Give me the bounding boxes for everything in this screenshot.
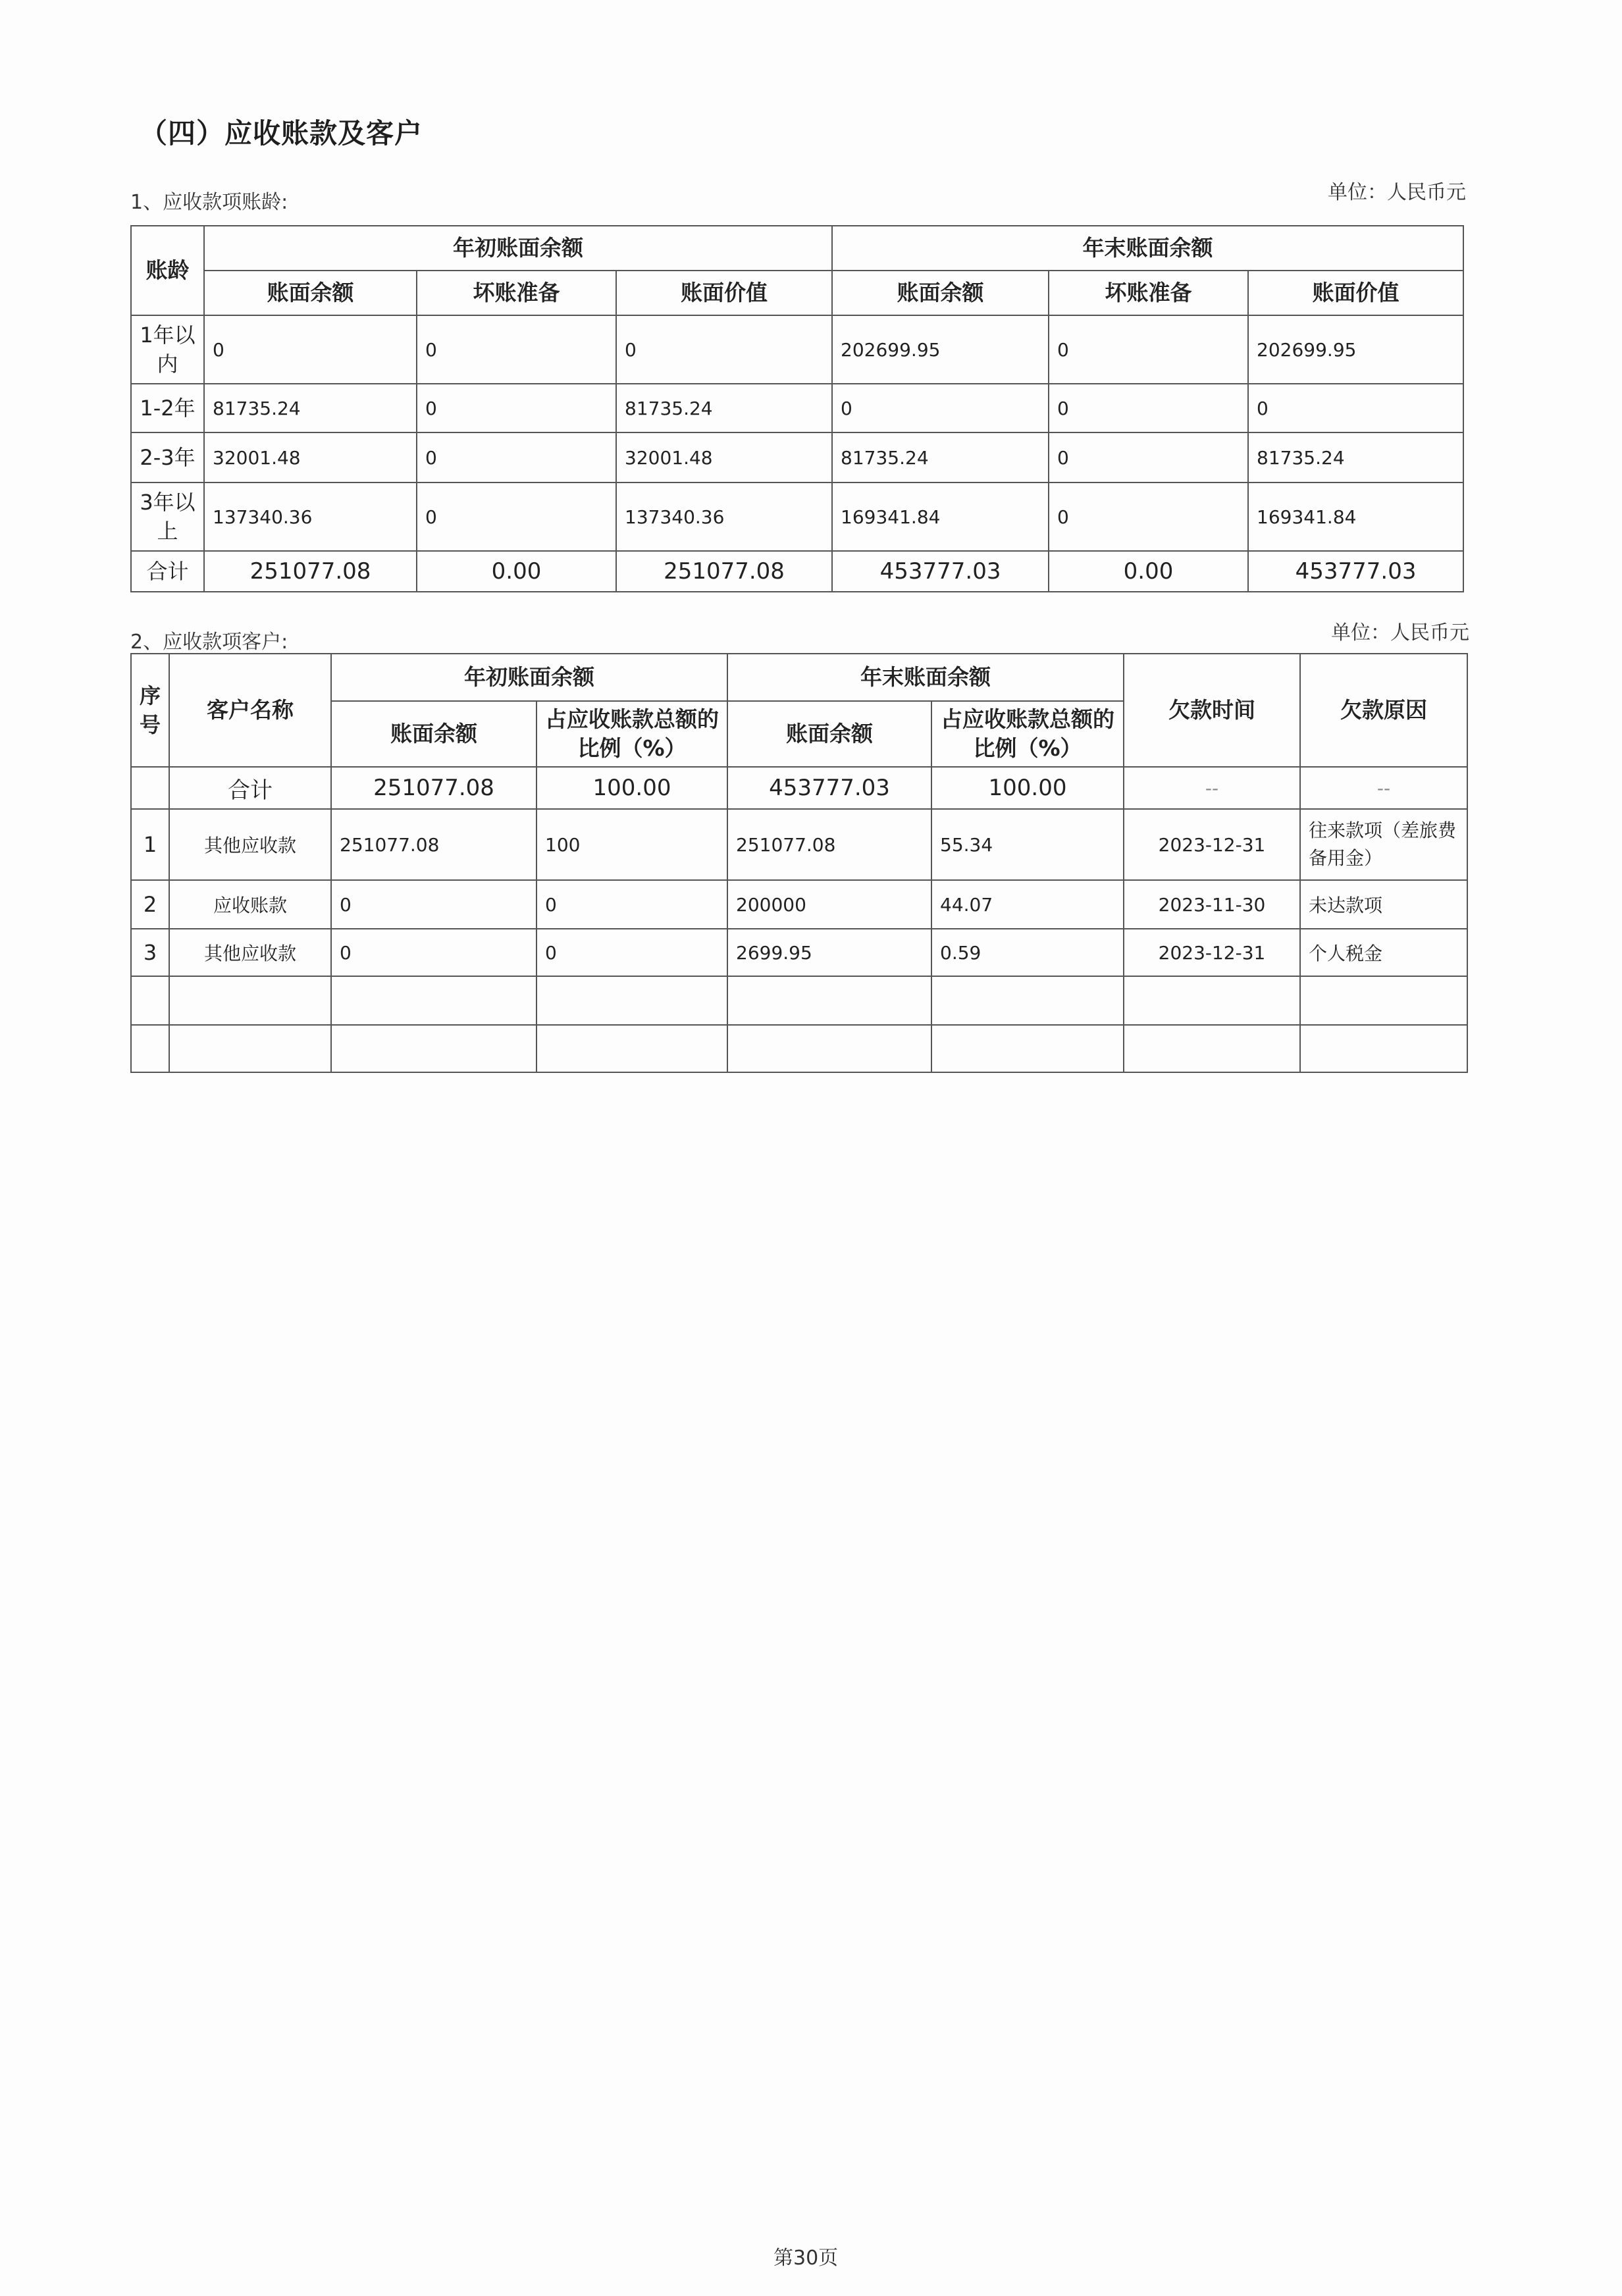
begin-ratio-header: 占应收账款总额的比例（%） — [536, 701, 727, 767]
debt-reason-header: 欠款原因 — [1300, 654, 1467, 767]
begin-balance-header: 年初账面余额 — [204, 226, 832, 271]
debt-date-header: 欠款时间 — [1124, 654, 1300, 767]
age-label: 3年以上 — [131, 483, 204, 551]
seq-cell: 3 — [131, 929, 169, 976]
customer-name: 其他应收款 — [169, 929, 331, 976]
cell-value: 个人税金 — [1300, 929, 1467, 976]
table-row — [131, 483, 1463, 551]
begin-book-balance-header: 账面余额 — [331, 701, 536, 767]
cell-value: 202699.95 — [1248, 315, 1463, 384]
empty-cell — [131, 1025, 169, 1072]
aging-table-unit: 单位：人民币元 — [1328, 181, 1466, 204]
cell-value: 0 — [417, 432, 616, 483]
cell-value: 0 — [832, 384, 1049, 432]
cell-value: 100 — [536, 809, 727, 880]
table-row — [131, 1025, 1467, 1072]
cell-value: 2023-12-31 — [1124, 809, 1300, 880]
customer-table-caption: 2、应收款项客户: — [130, 631, 288, 654]
cell-value: 100.00 — [536, 767, 727, 809]
cell-value: 32001.48 — [616, 432, 832, 483]
cell-value: 0.00 — [1049, 551, 1248, 592]
cell-value: 55.34 — [931, 809, 1124, 880]
customer-name-header: 客户名称 — [169, 654, 331, 767]
cell-value: 251077.08 — [204, 551, 417, 592]
cell-value: 0 — [1049, 432, 1248, 483]
cell-value: -- — [1300, 767, 1467, 809]
cell-value: 44.07 — [931, 880, 1124, 929]
cell-value: 2023-12-31 — [1124, 929, 1300, 976]
cell-value: 81735.24 — [204, 384, 417, 432]
cell-value: 0.59 — [931, 929, 1124, 976]
cell-value: 0 — [417, 315, 616, 384]
empty-cell — [331, 1025, 536, 1072]
table-row — [131, 929, 1467, 976]
empty-cell — [1300, 976, 1467, 1025]
end-ratio-header: 占应收账款总额的比例（%） — [931, 701, 1124, 767]
begin-balance-header: 年初账面余额 — [331, 654, 727, 701]
cell-value: 251077.08 — [331, 767, 536, 809]
age-label: 1-2年 — [131, 384, 204, 432]
cell-value: 0 — [331, 929, 536, 976]
section-title: （四）应收账款及客户 — [140, 117, 423, 149]
customer-table — [130, 653, 1468, 1073]
table-row — [131, 809, 1467, 880]
cell-value: 0 — [536, 880, 727, 929]
age-label: 1年以内 — [131, 315, 204, 384]
empty-cell — [131, 767, 169, 809]
cell-value: 169341.84 — [832, 483, 1049, 551]
empty-cell — [727, 1025, 931, 1072]
cell-value: 202699.95 — [832, 315, 1049, 384]
cell-value: 0 — [616, 315, 832, 384]
cell-value: 0 — [1248, 384, 1463, 432]
cell-value: 0 — [204, 315, 417, 384]
cell-value: -- — [1124, 767, 1300, 809]
empty-cell — [1124, 976, 1300, 1025]
cell-value: 453777.03 — [1248, 551, 1463, 592]
end-book-balance-header: 账面余额 — [727, 701, 931, 767]
seq-cell: 2 — [131, 880, 169, 929]
cell-value: 81735.24 — [616, 384, 832, 432]
cell-value: 往来款项（差旅费备用金） — [1300, 809, 1467, 880]
total-row — [131, 551, 1463, 592]
cell-value: 137340.36 — [204, 483, 417, 551]
cell-value: 2023-11-30 — [1124, 880, 1300, 929]
cell-value: 未达款项 — [1300, 880, 1467, 929]
table-row — [131, 976, 1467, 1025]
table-row — [131, 880, 1467, 929]
begin-book-balance-header: 账面余额 — [204, 271, 417, 315]
end-book-value-header: 账面价值 — [1248, 271, 1463, 315]
cell-value: 251077.08 — [331, 809, 536, 880]
empty-cell — [1124, 1025, 1300, 1072]
cell-value: 0 — [1049, 315, 1248, 384]
empty-cell — [169, 1025, 331, 1072]
page-number: 第30页 — [773, 2247, 839, 2270]
aging-table-caption: 1、应收款项账龄: — [130, 191, 288, 214]
cell-value: 0.00 — [417, 551, 616, 592]
aging-table — [130, 225, 1464, 592]
cell-value: 0 — [536, 929, 727, 976]
cell-value: 453777.03 — [832, 551, 1049, 592]
begin-provision-header: 坏账准备 — [417, 271, 616, 315]
cell-value: 0 — [417, 384, 616, 432]
empty-cell — [931, 1025, 1124, 1072]
cell-value: 100.00 — [931, 767, 1124, 809]
cell-value: 251077.08 — [727, 809, 931, 880]
cell-value: 2699.95 — [727, 929, 931, 976]
cell-value: 0 — [331, 880, 536, 929]
empty-cell — [727, 976, 931, 1025]
cell-value: 0 — [417, 483, 616, 551]
begin-book-value-header: 账面价值 — [616, 271, 832, 315]
customer-table-unit: 单位：人民币元 — [1331, 621, 1469, 644]
empty-cell — [1300, 1025, 1467, 1072]
empty-cell — [931, 976, 1124, 1025]
cell-value: 81735.24 — [1248, 432, 1463, 483]
cell-value: 32001.48 — [204, 432, 417, 483]
cell-value: 0 — [1049, 483, 1248, 551]
empty-cell — [331, 976, 536, 1025]
cell-value: 0 — [1049, 384, 1248, 432]
total-label: 合计 — [131, 551, 204, 592]
cell-value: 81735.24 — [832, 432, 1049, 483]
table-row — [131, 432, 1463, 483]
cell-value: 453777.03 — [727, 767, 931, 809]
cell-value: 251077.08 — [616, 551, 832, 592]
end-balance-header: 年末账面余额 — [832, 226, 1463, 271]
empty-cell — [169, 976, 331, 1025]
end-balance-header: 年末账面余额 — [727, 654, 1124, 701]
table-row — [131, 315, 1463, 384]
end-book-balance-header: 账面余额 — [832, 271, 1049, 315]
seq-header: 序号 — [131, 654, 169, 767]
total-row — [131, 767, 1467, 809]
table-row — [131, 384, 1463, 432]
end-provision-header: 坏账准备 — [1049, 271, 1248, 315]
age-header: 账龄 — [131, 226, 204, 315]
customer-name: 其他应收款 — [169, 809, 331, 880]
age-label: 2-3年 — [131, 432, 204, 483]
empty-cell — [536, 1025, 727, 1072]
total-label: 合计 — [169, 767, 331, 809]
cell-value: 137340.36 — [616, 483, 832, 551]
empty-cell — [131, 976, 169, 1025]
empty-cell — [536, 976, 727, 1025]
seq-cell: 1 — [131, 809, 169, 880]
cell-value: 200000 — [727, 880, 931, 929]
customer-name: 应收账款 — [169, 880, 331, 929]
cell-value: 169341.84 — [1248, 483, 1463, 551]
